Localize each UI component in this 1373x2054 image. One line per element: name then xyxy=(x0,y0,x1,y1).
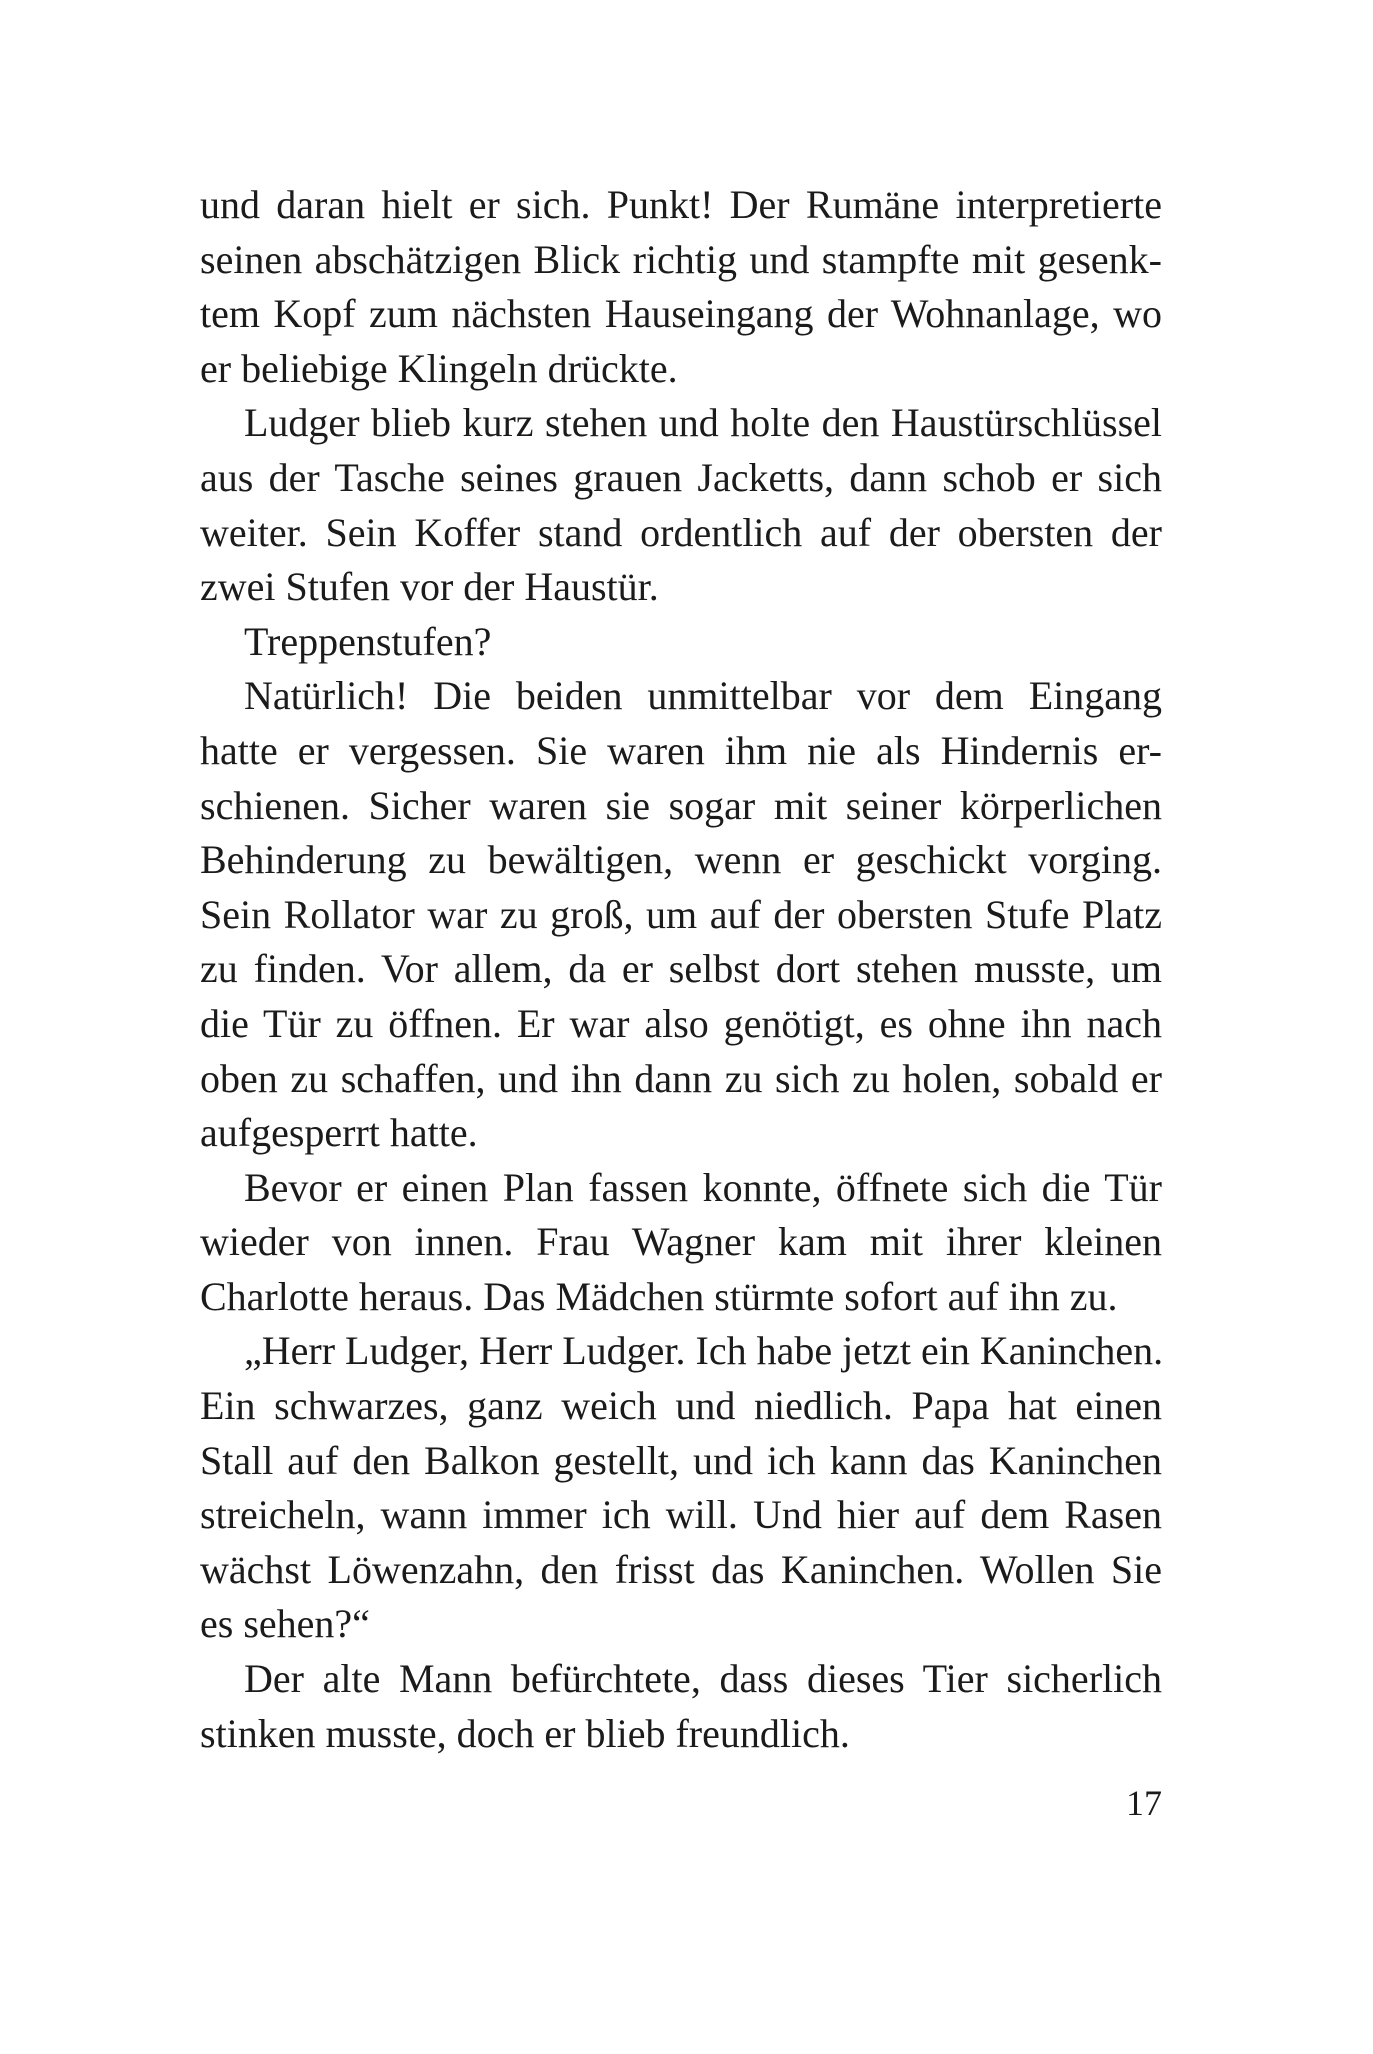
text-line: es sehen?“ xyxy=(200,1601,370,1647)
text-line: weiter. Sein Koffer stand ordentlich auf der obersten der xyxy=(200,509,1162,555)
paragraph-7 xyxy=(200,1652,1162,1761)
paragraph-6 xyxy=(200,1324,1162,1652)
page-number: 17 xyxy=(1126,1783,1162,1823)
text-line: Treppenstufen? xyxy=(244,618,492,664)
text-line: wieder von innen. Frau Wagner kam mit ihrer kleinen xyxy=(200,1219,1162,1265)
text-line: Charlotte heraus. Das Mädchen stürmte sofort auf ihn zu. xyxy=(200,1273,1118,1319)
paragraph-4 xyxy=(200,669,1162,1160)
paragraph-2 xyxy=(200,396,1162,614)
text-line: zu finden. Vor allem, da er selbst dort stehen musste, um xyxy=(200,946,1162,992)
text-line: und daran hielt er sich. Punkt! Der Rumäne interpretierte xyxy=(200,182,1162,227)
text-line: Natürlich! Die beiden unmittelbar vor dem Eingang xyxy=(244,673,1162,719)
text-line: oben zu schaffen, und ihn dann zu sich zu holen, sobald er xyxy=(200,1055,1162,1101)
text-line: Behinderung zu bewältigen, wenn er geschickt vorging. xyxy=(200,837,1162,883)
text-line: „Herr Ludger, Herr Ludger. Ich habe jetzt ein Kaninchen. xyxy=(244,1328,1164,1374)
text-line: er beliebige Klingeln drückte. xyxy=(200,345,678,391)
text-line: schienen. Sicher waren sie sogar mit seiner körperlichen xyxy=(200,782,1162,828)
paragraph-1 xyxy=(200,178,1162,396)
text-line: Sein Rollator war zu groß, um auf der obersten Stufe Platz xyxy=(200,891,1162,937)
text-line: aufgesperrt hatte. xyxy=(200,1110,478,1156)
text-line: seinen abschätzigen Blick richtig und stampfte mit gesenk- xyxy=(200,236,1162,282)
text-line: Ludger blieb kurz stehen und holte den Haustürschlüssel xyxy=(244,400,1162,446)
text-line: stinken musste, doch er blieb freundlich. xyxy=(200,1710,850,1756)
text-line: Der alte Mann befürchtete, dass dieses Tier sicherlich xyxy=(244,1656,1162,1702)
text-line: Ein schwarzes, ganz weich und niedlich. Papa hat einen xyxy=(200,1383,1162,1429)
text-line: aus der Tasche seines grauen Jacketts, dann schob er sich xyxy=(200,454,1162,500)
text-line: streicheln, wann immer ich will. Und hier auf dem Rasen xyxy=(200,1492,1162,1538)
text-line: hatte er vergessen. Sie waren ihm nie als Hindernis er- xyxy=(200,727,1162,773)
text-line: zwei Stufen vor der Haustür. xyxy=(200,564,659,610)
text-line: die Tür zu öffnen. Er war also genötigt, es ohne ihn nach xyxy=(200,1000,1162,1046)
paragraph-3 xyxy=(200,615,1162,670)
text-line: wächst Löwenzahn, den frisst das Kaninchen. Wollen Sie xyxy=(200,1546,1162,1592)
paragraph-5 xyxy=(200,1161,1162,1325)
text-line: Bevor er einen Plan fassen konnte, öffnete sich die Tür xyxy=(244,1164,1162,1210)
text-line: tem Kopf zum nächsten Hauseingang der Wohnanlage, wo xyxy=(200,291,1162,337)
body-text xyxy=(200,178,1162,1761)
text-line: Stall auf den Balkon gestellt, und ich kann das Kaninchen xyxy=(200,1437,1162,1483)
